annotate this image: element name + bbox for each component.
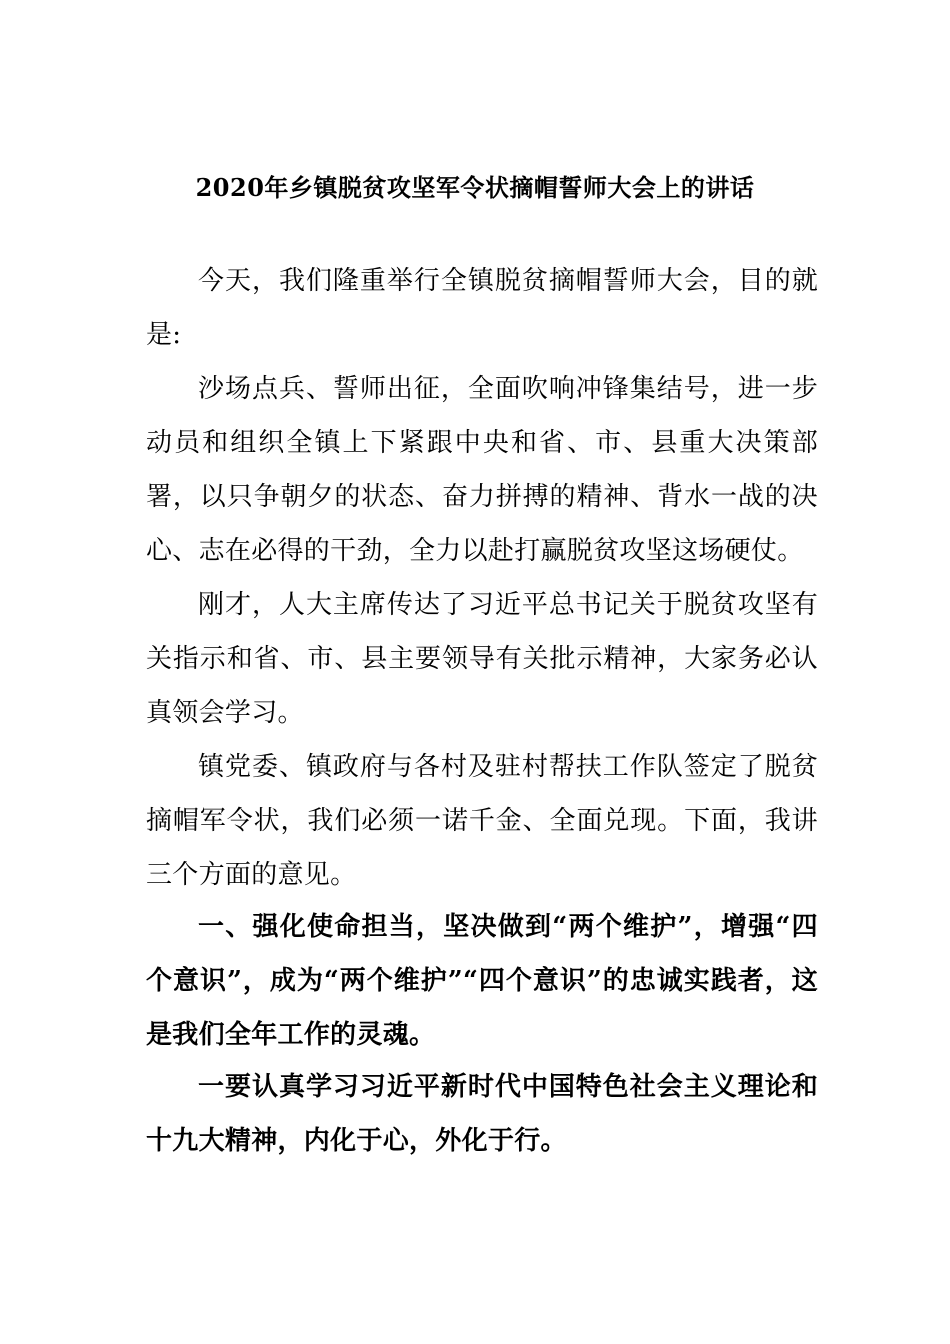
paragraph-opening: 今天，我们隆重举行全镇脱贫摘帽誓师大会，目的就是: bbox=[146, 266, 818, 350]
paragraph-mobilize: 沙场点兵、誓师出征，全面吹响冲锋集结号，进一步动员和组织全镇上下紧跟中央和省、市、县重大决策部署，以只争朝夕的状态、奋力拼搏的精神、背水一战的决心、志在必得的干劲，全力以赴打赢脱贫攻坚这场硬仗。 bbox=[146, 374, 818, 566]
section-heading-one: 一、强化使命担当，坚决做到“两个维护”，增强“四个意识”，成为“两个维护”“四个意识”的忠诚实践者，这是我们全年工作的灵魂。 bbox=[146, 912, 818, 1050]
paragraph-study: 一要认真学习习近平新时代中国特色社会主义理论和十九大精神，内化于心，外化于行。 bbox=[146, 1072, 818, 1156]
paragraph-pledge: 镇党委、镇政府与各村及驻村帮扶工作队签定了脱贫摘帽军令状，我们必须一诺千金、全面兑现。下面，我讲三个方面的意见。 bbox=[146, 752, 818, 890]
paragraph-instructions: 刚才，人大主席传达了习近平总书记关于脱贫攻坚有关指示和省、市、县主要领导有关批示精神，大家务必认真领会学习。 bbox=[146, 590, 818, 728]
document-title: 2020年乡镇脱贫攻坚军令状摘帽誓师大会上的讲话 bbox=[195, 173, 755, 202]
